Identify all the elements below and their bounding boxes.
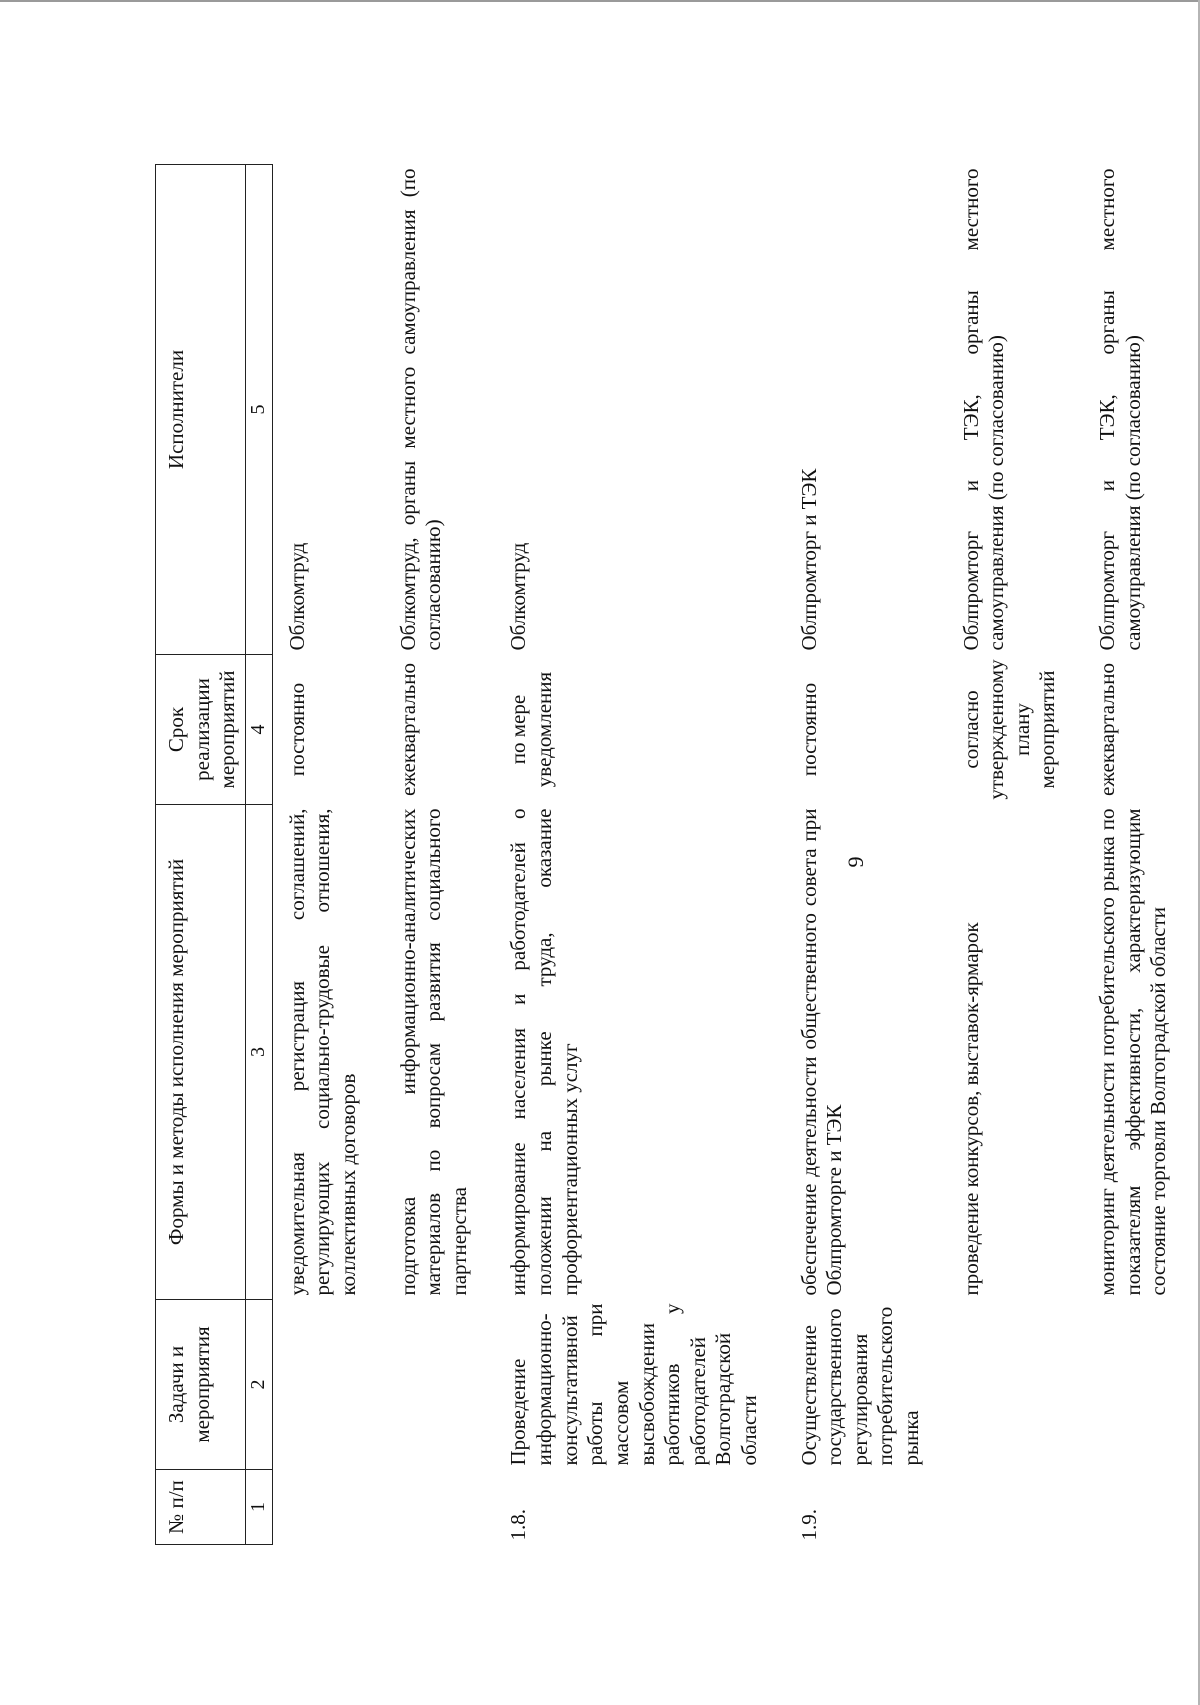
row-number: 1.8.	[506, 1509, 531, 1541]
column-number: 4	[245, 655, 272, 805]
row-term: согласно утвержденному плану мероприятий	[958, 659, 1060, 800]
row-term: постоянно	[796, 682, 821, 777]
row-executor: Облкомтруд	[284, 542, 309, 651]
row-form: подготовка информационно-аналитических материалов по вопросам развития социального партнерства	[395, 808, 471, 1296]
row-task	[1083, 1300, 1194, 1470]
header-num: № п/п	[156, 1470, 246, 1545]
row-term: ежеквартально	[395, 663, 420, 796]
row-executor: Облкомтруд, органы местного самоуправления (по согласованию)	[395, 168, 446, 651]
row-form: проведение конкурсов, выставок-ярмарок	[958, 922, 983, 1296]
row-task	[272, 1300, 383, 1470]
row-number	[1083, 1470, 1194, 1545]
row-number	[384, 1470, 495, 1545]
row-executor: Облпромторг и ТЭК, органы местного самоуправления (по согласованию)	[1095, 168, 1145, 651]
table-row	[494, 165, 784, 1545]
row-executor: Облпромторг и ТЭК	[796, 468, 821, 651]
column-number: 3	[245, 805, 272, 1300]
measures-table	[155, 164, 1194, 1545]
row-number	[947, 1470, 1083, 1545]
row-form: информирование населения и работодателей о положении на рынке труда, оказание профориентационных услуг	[506, 808, 582, 1296]
row-form: мониторинг деятельности потребительского рынка по показателям эффективности, характеризующим состояние торговли Волгоградской области	[1095, 808, 1171, 1296]
header-task: Задачи и мероприятия	[156, 1300, 246, 1470]
column-number: 2	[245, 1300, 272, 1470]
row-executor: Облкомтруд	[506, 542, 531, 651]
header-executor: Исполнители	[156, 165, 246, 655]
header-term: Срок реализации мероприятий	[156, 655, 246, 805]
column-number: 5	[245, 165, 272, 655]
row-task	[384, 1300, 495, 1470]
row-term: ежеквартально	[1095, 663, 1120, 796]
table-header	[156, 165, 273, 1545]
row-task: Проведение информационно-консультативной работы при массовом высвобождении работников у работодателей Волгоградской области	[506, 1303, 761, 1466]
row-task	[947, 1300, 1083, 1470]
table-row	[272, 165, 383, 1545]
row-term: по мере уведомления	[506, 671, 557, 788]
row-form: обеспечение деятельности общественного совета при Облпромторге и ТЭК	[796, 808, 847, 1296]
table-row	[1083, 165, 1194, 1545]
row-number: 1.9.	[796, 1509, 821, 1541]
row-number	[272, 1470, 383, 1545]
table-row	[947, 165, 1083, 1545]
row-term: постоянно	[284, 682, 309, 777]
rotated-content	[155, 168, 1171, 1545]
column-number: 1	[245, 1470, 272, 1545]
table-row	[785, 165, 947, 1545]
row-task: Осуществление государственного регулирования потребительского рынка	[796, 1306, 924, 1466]
table-row	[384, 165, 495, 1545]
row-form: уведомительная регистрация соглашений, регулирующих социально-трудовые отношения, коллективных договоров	[284, 808, 361, 1296]
row-executor: Облпромторг и ТЭК, органы местного самоуправления (по согласованию)	[958, 168, 1009, 651]
header-form: Формы и методы исполнения мероприятий	[156, 805, 246, 1300]
page-number: 9	[843, 856, 868, 868]
